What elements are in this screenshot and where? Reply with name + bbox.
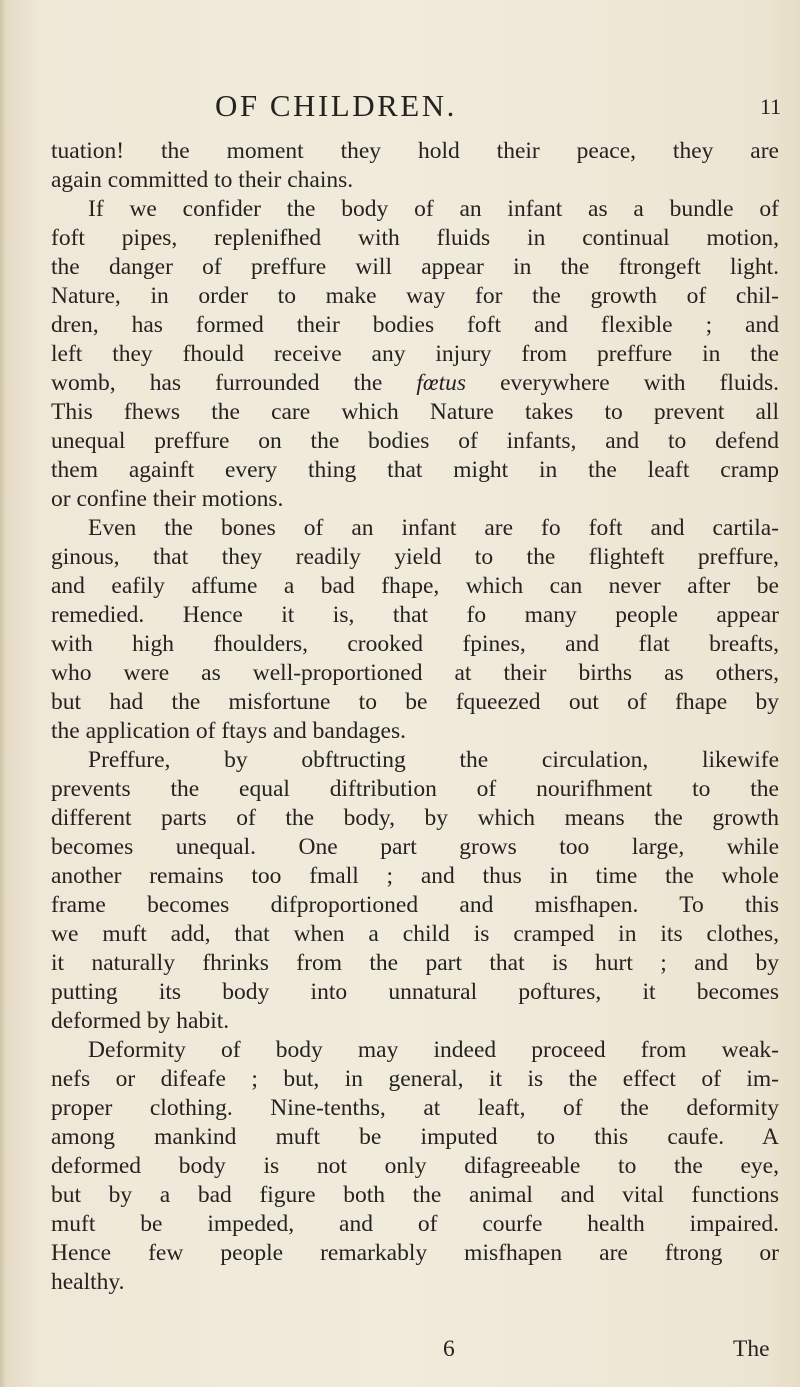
text-line: but had the misfortune to be fqueezed out of fhape by <box>51 689 779 715</box>
page-footer <box>0 1336 800 1366</box>
text-line: becomes unequal. One part grows too large, while <box>51 834 779 860</box>
text-line: Nature, in order to make way for the growth of chil- <box>51 283 779 309</box>
text-line: nefs or difeafe ; but, in general, it is the effect of im- <box>51 1066 779 1092</box>
signature-mark: 6 <box>443 1336 455 1362</box>
text-line: dren, has formed their bodies foft and flexible ; and <box>51 312 779 338</box>
text-line: proper clothing. Nine-tenths, at leaft, of the deformity <box>51 1095 779 1121</box>
text-line: Even the bones of an infant are fo foft and cartila- <box>88 515 779 541</box>
text-line: womb, has furrounded the fœtus everywhere with fluids. <box>51 370 779 396</box>
text-line: again committed to their chains. <box>51 167 354 193</box>
text-line: Preffure, by obftructing the circulation, likewife <box>88 747 779 773</box>
text-line: If we confider the body of an infant as a bundle of <box>88 196 779 222</box>
text-line: it naturally fhrinks from the part that is hurt ; and by <box>51 950 779 976</box>
text-line: Deformity of body may indeed proceed from weak- <box>88 1037 779 1063</box>
text-line: deformed body is not only difagreeable to the eye, <box>51 1153 779 1179</box>
page-header <box>0 88 800 128</box>
text-line: among mankind muft be imputed to this caufe. A <box>51 1124 779 1150</box>
text-line: them againft every thing that might in the leaft cramp <box>51 457 779 483</box>
catchword: The <box>733 1336 770 1362</box>
text-line: remedied. Hence it is, that fo many people appear <box>51 602 779 628</box>
text-line: deformed by habit. <box>51 1008 230 1034</box>
body-text <box>51 137 779 1297</box>
text-line: and eafily affume a bad fhape, which can never after be <box>51 573 779 599</box>
text-line: different parts of the body, by which means the growth <box>51 805 779 831</box>
page-edge-shadow <box>0 0 6 1387</box>
text-line: we muft add, that when a child is cramped in its clothes, <box>51 921 779 947</box>
text-line: with high fhoulders, crooked fpines, and flat breafts, <box>51 631 779 657</box>
italic-word: fœtus <box>416 370 466 396</box>
text-line: but by a bad figure both the animal and vital functions <box>51 1182 779 1208</box>
text-line: Hence few people remarkably misfhapen are ftrong or <box>51 1240 779 1266</box>
text-line: tuation! the moment they hold their peace, they are <box>51 138 779 164</box>
text-line: ginous, that they readily yield to the flighteft preffure, <box>51 544 779 570</box>
text-line: the application of ftays and bandages. <box>51 718 406 744</box>
text-line: muft be impeded, and of courfe health impaired. <box>51 1211 779 1237</box>
text-line: the danger of preffure will appear in the ftrongeft light. <box>51 254 779 280</box>
text-line: who were as well-proportioned at their births as others, <box>51 660 779 686</box>
page-number: 11 <box>760 94 782 119</box>
text-line: another remains too fmall ; and thus in time the whole <box>51 863 779 889</box>
running-title: OF CHILDREN. <box>215 88 457 123</box>
text-line: prevents the equal diftribution of nourifhment to the <box>51 776 779 802</box>
text-line: This fhews the care which Nature takes to prevent all <box>51 399 779 425</box>
text-line: frame becomes difproportioned and misfhapen. To this <box>51 892 779 918</box>
text-line: left they fhould receive any injury from preffure in the <box>51 341 779 367</box>
text-line: healthy. <box>51 1269 125 1295</box>
text-line: or confine their motions. <box>51 486 284 512</box>
text-line: foft pipes, replenifhed with fluids in continual motion, <box>51 225 779 251</box>
text-line: unequal preffure on the bodies of infants, and to defend <box>51 428 779 454</box>
text-line: putting its body into unnatural poftures, it becomes <box>51 979 779 1005</box>
